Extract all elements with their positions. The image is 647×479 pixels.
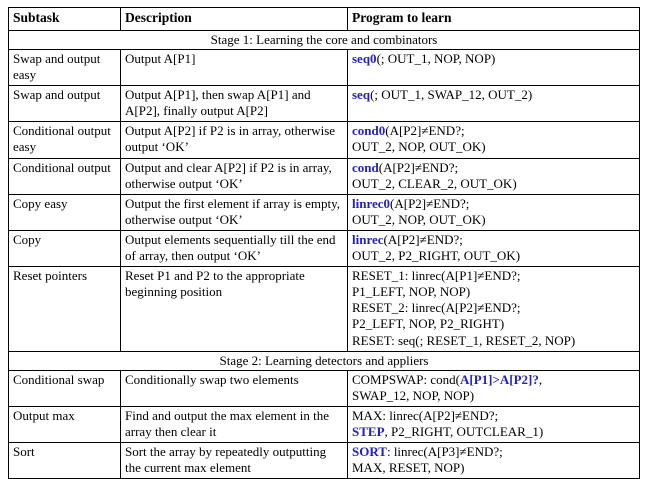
program-text: (A[P2]≠END?;	[385, 123, 465, 139]
program-line	[352, 212, 635, 228]
program-line	[352, 408, 635, 424]
table-row	[9, 370, 640, 406]
program-line	[352, 284, 635, 300]
header-row	[9, 8, 640, 31]
program-cell	[348, 49, 640, 85]
program-line	[352, 268, 635, 284]
table-body	[9, 30, 640, 479]
table-row	[9, 267, 640, 352]
table-row	[9, 49, 640, 85]
program-line	[352, 372, 635, 388]
subtask-cell: Conditional output	[9, 158, 121, 194]
description-cell: Output A[P1]	[121, 49, 348, 85]
description-cell: Output A[P2] if P2 is in array, otherwise output ‘OK’	[121, 122, 348, 158]
subtask-cell: Copy	[9, 230, 121, 266]
column-header-program: Program to learn	[348, 8, 640, 31]
table-row	[9, 407, 640, 443]
stage-header-row	[9, 351, 640, 370]
program-keyword: STEP	[352, 424, 385, 440]
program-text: : linrec(A[P3]≠END?;	[386, 444, 503, 460]
program-cell	[348, 158, 640, 194]
table-row	[9, 443, 640, 479]
program-line	[352, 300, 635, 316]
program-text: (; OUT_1, NOP, NOP)	[376, 50, 496, 66]
program-text: (A[P2]≠END?;	[390, 195, 470, 211]
program-line	[352, 87, 635, 103]
program-text: (A[P2]≠END?;	[378, 159, 459, 175]
stage-title: Stage 1: Learning the core and combinators	[9, 30, 640, 49]
program-keyword: linrec0	[352, 195, 391, 211]
program-text: (A[P2]≠END?;	[383, 231, 463, 247]
program-text: RESET: seq(; RESET_1, RESET_2, NOP)	[352, 332, 576, 348]
description-cell: Output the first element if array is empty, otherwise output ‘OK’	[121, 194, 348, 230]
subtask-cell: Reset pointers	[9, 267, 121, 352]
table-row	[9, 86, 640, 122]
stage-header-row	[9, 30, 640, 49]
program-line	[352, 316, 635, 332]
table-row	[9, 122, 640, 158]
program-keyword: linrec	[352, 231, 384, 247]
program-line	[352, 123, 635, 139]
program-line	[352, 232, 635, 248]
program-keyword: seq	[352, 87, 371, 103]
program-keyword: SORT	[352, 444, 387, 460]
description-cell: Sort the array by repeatedly outputting the current max element	[121, 443, 348, 479]
program-text: RESET_1: linrec(A[P1]≠END?;	[352, 268, 521, 284]
program-text: OUT_2, CLEAR_2, OUT_OK)	[352, 175, 517, 191]
subtask-cell: Sort	[9, 443, 121, 479]
program-line	[352, 388, 635, 404]
subtask-cell: Copy easy	[9, 194, 121, 230]
program-text: OUT_2, NOP, OUT_OK)	[352, 139, 486, 155]
program-line	[352, 248, 635, 264]
subtask-cell: Conditional output easy	[9, 122, 121, 158]
program-text: OUT_2, NOP, OUT_OK)	[352, 211, 486, 227]
program-line	[352, 424, 635, 440]
programs-table	[8, 7, 640, 479]
program-line	[352, 460, 635, 476]
program-cell	[348, 122, 640, 158]
program-cell	[348, 407, 640, 443]
program-keyword: seq0	[352, 50, 377, 66]
program-cell	[348, 443, 640, 479]
program-line	[352, 444, 635, 460]
program-line	[352, 51, 635, 67]
program-text: MAX: linrec(A[P2]≠END?;	[352, 408, 499, 424]
table-row	[9, 230, 640, 266]
program-cell	[348, 267, 640, 352]
program-keyword: cond0	[352, 123, 386, 139]
program-text: OUT_2, P2_RIGHT, OUT_OK)	[352, 248, 521, 264]
program-text: RESET_2: linrec(A[P2]≠END?;	[352, 300, 521, 316]
program-text: COMPSWAP: cond(	[352, 371, 460, 387]
description-cell: Output and clear A[P2] if P2 is in array, otherwise output ‘OK’	[121, 158, 348, 194]
program-text: , P2_RIGHT, OUTCLEAR_1)	[384, 424, 544, 440]
program-text: ,	[538, 371, 543, 387]
program-line	[352, 160, 635, 176]
subtask-cell: Swap and output	[9, 86, 121, 122]
program-cell	[348, 86, 640, 122]
program-cell	[348, 230, 640, 266]
program-line	[352, 176, 635, 192]
program-line	[352, 196, 635, 212]
subtask-cell: Conditional swap	[9, 370, 121, 406]
subtask-cell: Output max	[9, 407, 121, 443]
subtask-cell: Swap and output easy	[9, 49, 121, 85]
description-cell: Reset P1 and P2 to the appropriate beginning position	[121, 267, 348, 352]
table-row	[9, 194, 640, 230]
description-cell: Conditionally swap two elements	[121, 370, 348, 406]
program-text: (; OUT_1, SWAP_12, OUT_2)	[370, 87, 533, 103]
program-line	[352, 333, 635, 349]
program-cell	[348, 194, 640, 230]
program-text: P1_LEFT, NOP, NOP)	[352, 284, 471, 300]
column-header-description: Description	[121, 8, 348, 31]
table-row	[9, 158, 640, 194]
program-line	[352, 139, 635, 155]
description-cell: Output A[P1], then swap A[P1] and A[P2], finally output A[P2]	[121, 86, 348, 122]
column-header-subtask: Subtask	[9, 8, 121, 31]
program-text: P2_LEFT, NOP, P2_RIGHT)	[352, 316, 505, 332]
description-cell: Output elements sequentially till the end of array, then output ‘OK’	[121, 230, 348, 266]
program-text: SWAP_12, NOP, NOP)	[352, 387, 475, 403]
stage-title: Stage 2: Learning detectors and appliers	[9, 351, 640, 370]
program-text: MAX, RESET, NOP)	[352, 460, 465, 476]
program-keyword: A[P1]>A[P2]?	[460, 371, 539, 387]
description-cell: Find and output the max element in the array then clear it	[121, 407, 348, 443]
program-cell	[348, 370, 640, 406]
program-keyword: cond	[352, 159, 379, 175]
